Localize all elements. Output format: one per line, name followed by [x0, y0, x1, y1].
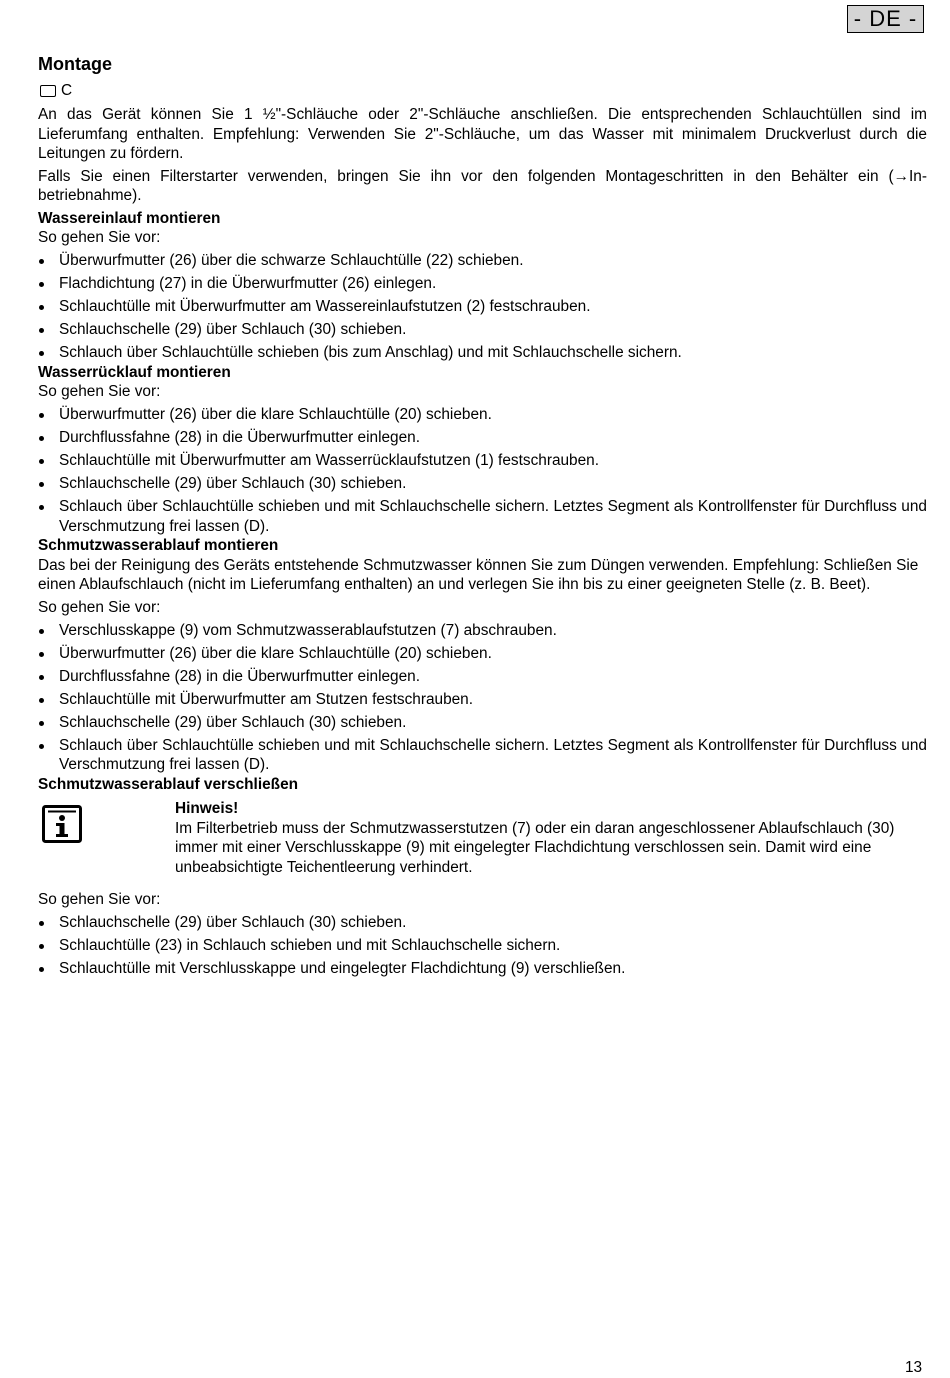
- list-item: [38, 297, 927, 317]
- page-number: 13: [905, 1359, 923, 1376]
- note-icon-container: [38, 799, 175, 880]
- bullet-icon: [39, 744, 44, 749]
- subsection-title-wasserruecklauf: Wasserrücklauf montieren: [38, 363, 231, 381]
- bullet-icon: [39, 328, 44, 333]
- note-body: [175, 799, 927, 880]
- list-item: [38, 474, 927, 494]
- steps-list-wasserruecklauf: [38, 405, 927, 536]
- bullet-icon: [39, 505, 44, 510]
- subsection-title-wassereinlauf: Wassereinlauf montieren: [38, 209, 221, 227]
- list-item-text: Verschlusskappe (9) vom Schmutzwasserablaufstutzen (7) abschrauben.: [59, 621, 557, 639]
- list-item-text: Schlauchtülle mit Verschlusskappe und eingelegter Flachdichtung (9) verschließen.: [59, 960, 626, 977]
- list-item-text: Überwurfmutter (26) über die klare Schlauchtülle (20) schieben.: [59, 644, 492, 662]
- subsection-title-verschliessen: Schmutzwasserablauf verschließen: [38, 775, 299, 793]
- list-item: [38, 320, 927, 340]
- book-icon: [40, 85, 56, 97]
- list-item-text: Schlauchschelle (29) über Schlauch (30) schieben.: [59, 713, 407, 731]
- list-item-text: Schlauch über Schlauchtülle schieben und mit Schlauchschelle sichern. Letztes Segment als Kontrollfenster für Durchfluss und Verschmutzung frei lassen (D).: [59, 736, 927, 773]
- bullet-icon: [39, 482, 44, 487]
- steps-list-schmutzwasserablauf: [38, 621, 927, 775]
- list-item-text: Flachdichtung (27) in die Überwurfmutter (26) einlegen.: [59, 275, 437, 292]
- list-item-text: Schlauch über Schlauchtülle schieben und mit Schlauchschelle sichern. Letztes Segment als Kontrollfenster für Durchfluss und Verschmutzung frei lassen (D).: [59, 498, 927, 535]
- steps-lead: So gehen Sie vor:: [38, 383, 161, 400]
- list-item: [38, 736, 927, 775]
- list-item-text: Überwurfmutter (26) über die klare Schlauchtülle (20) schieben.: [59, 406, 492, 423]
- subsection-description: Das bei der Reinigung des Geräts entstehende Schmutzwasser können Sie zum Düngen verwenden. Empfehlung: Schließen Sie einen Ablaufschlauch (nicht im Lieferumfang enthalten) an und verlegen Sie ihn bis zu einer geeigneten Stelle (z. B. Beet).: [38, 556, 919, 593]
- bullet-icon: [39, 351, 44, 356]
- bullet-icon: [39, 944, 44, 949]
- steps-list-verschliessen: [38, 913, 927, 979]
- list-item-text: Schlauchschelle (29) über Schlauch (30) schieben.: [59, 475, 407, 492]
- list-item: [38, 913, 927, 933]
- list-item-text: Schlauchtülle (23) in Schlauch schieben und mit Schlauchschelle sichern.: [59, 937, 561, 954]
- list-item: [38, 405, 927, 425]
- list-item: [38, 713, 927, 733]
- list-item: [38, 936, 927, 956]
- note-title: Hinweis!: [175, 800, 239, 817]
- list-item-text: Schlauchtülle mit Überwurfmutter am Wasserrücklaufstutzen (1) festschrauben.: [59, 452, 600, 469]
- list-item: [38, 497, 927, 536]
- list-item: [38, 644, 927, 664]
- bullet-icon: [39, 282, 44, 287]
- list-item-text: Schlauchtülle mit Überwurfmutter am Stutzen festschrauben.: [59, 690, 474, 708]
- page-content: [38, 52, 927, 979]
- bullet-icon: [39, 459, 44, 464]
- figure-reference-label: C: [61, 82, 73, 99]
- list-item: [38, 690, 927, 710]
- info-icon: [42, 805, 82, 843]
- list-item: [38, 343, 927, 363]
- list-item-text: Durchflussfahne (28) in die Überwurfmutter einlegen.: [59, 667, 421, 685]
- list-item: [38, 251, 927, 271]
- list-item-text: Schlauch über Schlauchtülle schieben (bis zum Anschlag) und mit Schlauchschelle sichern.: [59, 344, 682, 361]
- list-item-text: Schlauchschelle (29) über Schlauch (30) schieben.: [59, 914, 407, 931]
- section-title: Montage: [38, 54, 112, 74]
- bullet-icon: [39, 305, 44, 310]
- intro-paragraph: An das Gerät können Sie 1 ½"-Schläuche oder 2"-Schläuche anschließen. Die entsprechenden Schlauchtüllen sind im Lieferumfang enthalten. Empfehlung: Verwenden Sie 2"-Schläuche, um das Wasser mit minimalem Druckverlust durch die Leitungen zu fördern.: [38, 106, 927, 162]
- bullet-icon: [39, 652, 44, 657]
- list-item: [38, 959, 927, 979]
- note-text: Im Filterbetrieb muss der Schmutzwasserstutzen (7) oder ein daran angeschlossener Ablaufschlauch (30) immer mit einer Verschlusskappe (9) mit eingelegter Flachdichtung verschlossen sein. Damit wird eine unbeabsichtigte Teichentleerung verhindert.: [175, 819, 895, 876]
- list-item-text: Schlauchtülle mit Überwurfmutter am Wassereinlaufstutzen (2) festschrauben.: [59, 298, 591, 315]
- list-item-text: Durchflussfahne (28) in die Überwurfmutter einlegen.: [59, 429, 421, 446]
- bullet-icon: [39, 413, 44, 418]
- list-item: [38, 451, 927, 471]
- language-badge: - DE -: [847, 5, 924, 33]
- steps-lead: So gehen Sie vor:: [38, 891, 161, 908]
- list-item-text: Schlauchschelle (29) über Schlauch (30) schieben.: [59, 321, 407, 338]
- bullet-icon: [39, 721, 44, 726]
- bullet-icon: [39, 698, 44, 703]
- figure-reference: [40, 82, 927, 100]
- intro-paragraph: Falls Sie einen Filterstarter verwenden, bringen Sie ihn vor den folgenden Montageschritten in den Behälter ein (→Inbetriebnahme).: [38, 167, 927, 204]
- bullet-icon: [39, 967, 44, 972]
- list-item: [38, 621, 927, 641]
- subsection-title-schmutzwasserablauf: Schmutzwasserablauf montieren: [38, 537, 279, 554]
- bullet-icon: [39, 675, 44, 680]
- hint-note: [38, 799, 927, 880]
- bullet-icon: [39, 436, 44, 441]
- list-item: [38, 274, 927, 294]
- list-item-text: Überwurfmutter (26) über die schwarze Schlauchtülle (22) schieben.: [59, 252, 524, 269]
- steps-lead: So gehen Sie vor:: [38, 598, 161, 616]
- steps-lead: So gehen Sie vor:: [38, 229, 161, 246]
- steps-list-wassereinlauf: [38, 251, 927, 363]
- list-item: [38, 428, 927, 448]
- bullet-icon: [39, 921, 44, 926]
- bullet-icon: [39, 629, 44, 634]
- list-item: [38, 667, 927, 687]
- bullet-icon: [39, 259, 44, 264]
